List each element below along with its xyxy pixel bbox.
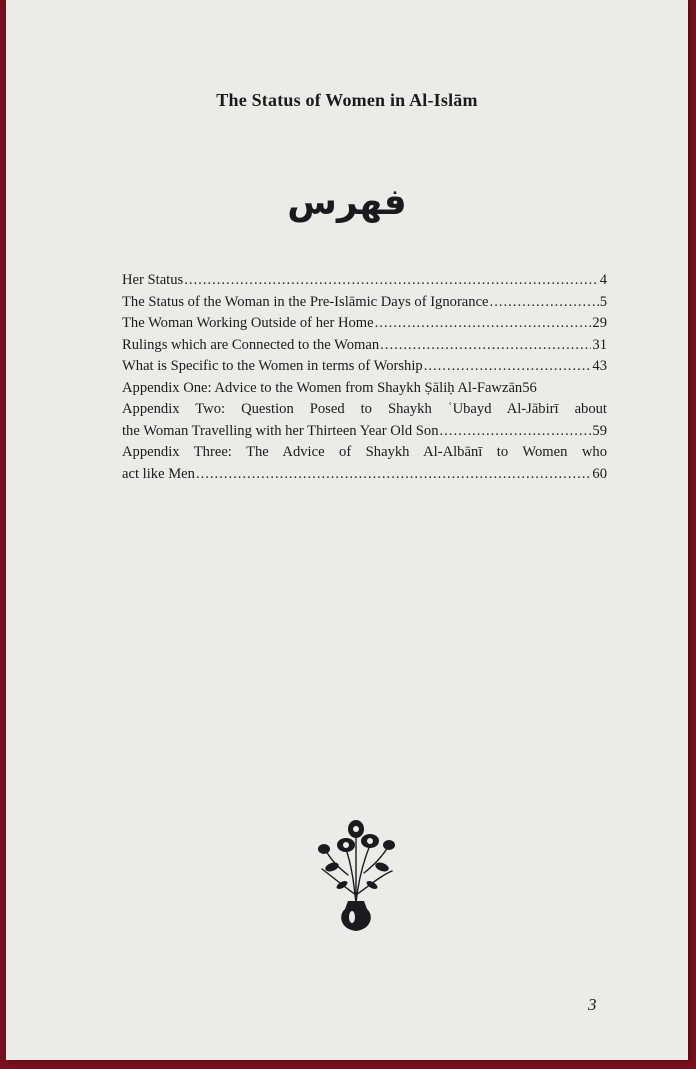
leader-dots <box>380 335 591 357</box>
toc-page-number: 4 <box>599 272 607 288</box>
toc-entry-title: Her Status <box>122 272 184 288</box>
toc-entry-working-outside[interactable] <box>122 313 607 335</box>
leader-dots <box>184 270 598 292</box>
leader-dots <box>196 464 591 486</box>
toc-page-number: 5 <box>599 293 607 310</box>
toc-page-number: 29 <box>592 315 607 331</box>
book-page <box>6 0 688 1060</box>
toc-entry-title: Appendix Three: The Advice of Shaykh Al-Albānī to Women who <box>122 444 607 460</box>
leader-dots <box>490 292 599 314</box>
leader-dots <box>440 421 592 443</box>
toc-entry-title: What is Specific to the Women in terms of Worship <box>122 358 423 374</box>
toc-entry-title: Appendix One: Advice to the Women from Shaykh Ṣāliḥ Al-Fawzān <box>122 379 523 396</box>
toc-page-number: 43 <box>592 358 607 374</box>
toc-entry-appendix-one[interactable] <box>122 378 607 400</box>
running-title: The Status of Women in Al-Islām <box>216 90 478 110</box>
toc-entry-title-continued: act like Men <box>122 465 195 482</box>
toc-entry-title: Rulings which are Connected to the Woman <box>122 336 380 353</box>
toc-entry-title: Appendix Two: Question Posed to Shaykh ʿUbayd Al-Jābirī about <box>122 401 607 417</box>
page-number: 3 <box>588 995 597 1014</box>
flower-vase-icon <box>312 805 400 935</box>
toc-entry-her-status[interactable] <box>122 270 607 292</box>
toc-page-number: 59 <box>592 422 607 439</box>
leader-dots <box>424 356 592 378</box>
toc-entry-title-continued: the Woman Travelling with her Thirteen Year Old Son <box>122 422 439 439</box>
toc-entry-pre-islamic[interactable] <box>122 292 607 314</box>
toc-page-number: 60 <box>592 465 607 482</box>
table-of-contents <box>122 270 607 485</box>
toc-entry-rulings[interactable] <box>122 335 607 357</box>
toc-entry-worship[interactable] <box>122 356 607 378</box>
toc-page-number: 56 <box>522 379 537 396</box>
toc-entry-appendix-three[interactable] <box>122 442 607 485</box>
toc-page-number: 31 <box>592 336 607 353</box>
toc-entry-title: The Status of the Woman in the Pre-Islāmic Days of Ignorance <box>122 293 489 310</box>
leader-dots <box>375 313 592 335</box>
arabic-heading: فهرس <box>287 182 407 223</box>
toc-entry-title: The Woman Working Outside of her Home <box>122 315 374 331</box>
toc-entry-appendix-two[interactable] <box>122 399 607 442</box>
